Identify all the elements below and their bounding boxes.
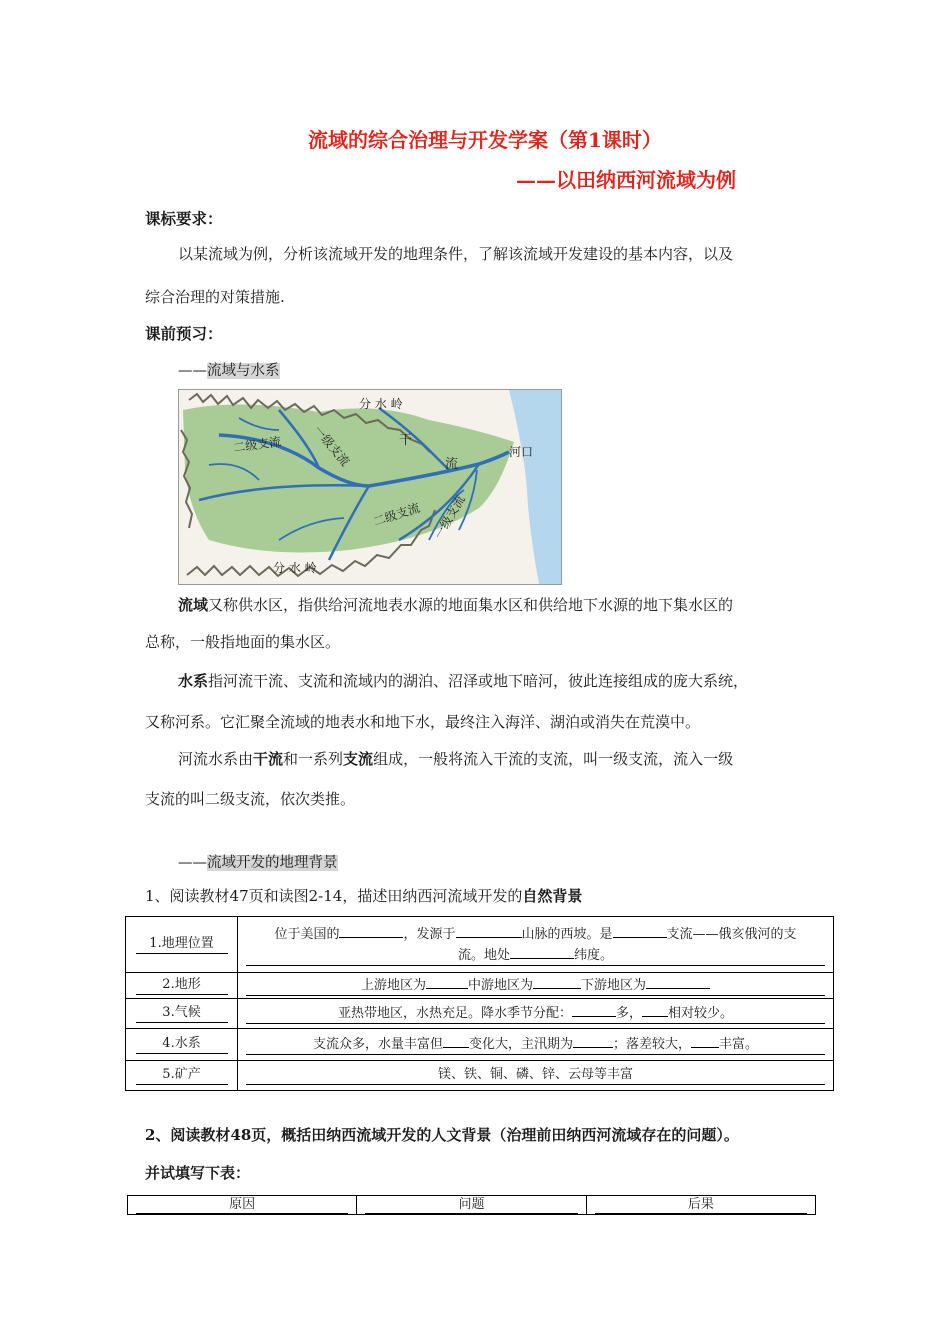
climate-text-a: 亚热带地区，水热充足。降水季节分配： [337, 1005, 572, 1021]
terrain-text-c: 下游地区为 [581, 977, 647, 993]
blank-middle-terrain[interactable] [533, 976, 581, 989]
question-1-text: 1、阅读教材47页和读图2-14，描述田纳西河流域开发的 [145, 887, 523, 905]
section-1-heading [178, 359, 280, 380]
system-term: 水系 [178, 672, 209, 690]
section-1-label: 流域与水系 [207, 363, 280, 379]
terrain-text-a: 上游地区为 [360, 977, 426, 993]
location-content [238, 917, 834, 973]
blank-latitude[interactable] [510, 946, 574, 959]
river-text-c: 和一系列 [283, 750, 344, 768]
blank-resource[interactable] [691, 1035, 719, 1048]
table-header-row [128, 1196, 816, 1215]
section-2-dash: —— [178, 855, 207, 871]
location-text-c: 山脉的西坡。是 [521, 926, 613, 942]
label-watershed-bottom: 分 水 岭 [273, 561, 317, 575]
location-text-f: 纬度。 [574, 947, 614, 963]
header-consequence [586, 1196, 815, 1215]
basin-definition-line-1 [178, 595, 733, 615]
location-text-e: 流。地处 [457, 947, 510, 963]
climate-text-b: 多， [615, 1005, 642, 1021]
water-system-line [246, 1035, 825, 1055]
river-text-e: 组成，一般将流入干流的支流，叫一级支流，流入一级 [373, 750, 734, 768]
location-text-a: 位于美国的 [274, 926, 340, 942]
section-1-dash: —— [178, 363, 207, 379]
blank-country-region[interactable] [339, 925, 403, 938]
basin-map-svg [179, 390, 561, 584]
row-label-cell [126, 999, 238, 1029]
table-row-climate [126, 999, 834, 1029]
river-system-line-2: 支流的叫二级支流，依次类推。 [145, 790, 356, 808]
location-text-b: ，发源于 [403, 926, 456, 942]
row-label-cell [126, 1061, 238, 1091]
location-text-d: 支流——俄亥俄河的支 [666, 926, 797, 942]
table-row-location [126, 917, 834, 973]
basin-diagram [178, 389, 562, 585]
question-2: 2、阅读教材48页，概括田纳西流域开发的人文背景（治理前田纳西河流域存在的问题）。 [145, 1126, 739, 1144]
minerals-content [238, 1061, 834, 1091]
climate-content [238, 999, 834, 1029]
blank-river[interactable] [613, 925, 667, 938]
blank-flood-season[interactable] [573, 1035, 613, 1048]
header-cause-label: 原因 [136, 1196, 348, 1214]
question-2-line-2: 并试填写下表： [145, 1164, 251, 1182]
header-problem-label: 问题 [365, 1196, 577, 1214]
system-definition-line-2: 又称河系。它汇聚全流域的地表水和地下水，最终注入海洋、湖泊或消失在荒漠中。 [145, 713, 701, 731]
standards-line-2: 综合治理的对策措施. [145, 288, 285, 306]
standards-line-1: 以某流域为例，分析该流域开发的地理条件，了解该流域开发建设的基本内容，以及 [178, 245, 734, 263]
river-term-tributary: 支流 [343, 750, 374, 768]
natural-background-table [125, 916, 834, 1091]
label-river-mouth: 河口 [509, 445, 534, 459]
minerals-line: 镁、铁、铜、磷、锌、云母等丰富 [246, 1066, 825, 1085]
question-1-bold: 自然背景 [522, 887, 583, 905]
page-title: 流域的综合治理与开发学案（第1课时） [308, 128, 662, 152]
blank-upper-terrain[interactable] [426, 976, 468, 989]
basin-definition-line-2: 总称，一般指地面的集水区。 [145, 633, 341, 651]
basin-term: 流域 [178, 596, 209, 614]
terrain-text-b: 中游地区为 [467, 977, 533, 993]
label-secondary-upper: 二级支流 [232, 434, 282, 455]
row-label-cell [126, 1029, 238, 1061]
climate-line [246, 1004, 825, 1024]
river-text-a: 河流水系由 [178, 750, 254, 768]
row-label-cell [126, 917, 238, 973]
blank-mountain[interactable] [456, 925, 522, 938]
blank-dry-season[interactable] [642, 1004, 668, 1017]
label-watershed-top: 分 水 岭 [359, 397, 403, 411]
row-label-water-system: 4.水系 [136, 1035, 228, 1054]
basin-text-1: 又称供水区，指供给河流地表水源的地面集水区和供给地下水源的地下集水区的 [208, 596, 734, 614]
system-text-1: 指河流干流、支流和流域内的湖泊、沼泽或地下暗河，彼此连接组成的庞大系统， [208, 672, 749, 690]
label-secondary-lower: 二级支流 [371, 500, 422, 529]
human-background-table [127, 1195, 816, 1215]
label-primary-lower: 一级支流 [431, 492, 468, 542]
section-2-label: 流域开发的地理背景 [207, 855, 338, 871]
row-label-minerals: 5.矿产 [136, 1066, 228, 1085]
location-line-1 [246, 924, 825, 946]
question-1 [145, 886, 582, 906]
row-label-terrain: 2.地形 [136, 976, 228, 995]
row-label-location: 1.地理位置 [136, 935, 228, 954]
label-main-stream-b: 流 [445, 457, 459, 472]
row-label-climate: 3.气候 [136, 1004, 228, 1023]
river-system-line-1 [178, 749, 733, 769]
table-row-minerals [126, 1061, 834, 1091]
blank-variation[interactable] [443, 1035, 469, 1048]
header-cause [128, 1196, 357, 1215]
table-row-terrain [126, 973, 834, 999]
header-problem [357, 1196, 586, 1215]
terrain-content [238, 973, 834, 999]
blank-wet-season[interactable] [572, 1004, 616, 1017]
water-text-d: 丰富。 [719, 1036, 759, 1052]
preview-heading: 课前预习： [145, 324, 223, 343]
blank-lower-terrain[interactable] [646, 976, 710, 989]
water-text-a: 支流众多，水量丰富但 [312, 1036, 443, 1052]
page-subtitle: ——以田纳西河流域为例 [516, 168, 736, 192]
table-row-water-system [126, 1029, 834, 1061]
water-text-b: 变化大，主汛期为 [468, 1036, 573, 1052]
river-term-main: 干流 [253, 750, 284, 768]
water-system-content [238, 1029, 834, 1061]
terrain-line [246, 976, 825, 996]
label-main-stream-a: 干 [399, 433, 413, 448]
label-primary-upper: 一级支流 [310, 422, 353, 469]
location-line-2 [246, 946, 825, 966]
water-text-c: ；落差较大， [613, 1036, 692, 1052]
row-label-cell [126, 973, 238, 999]
header-consequence-label: 后果 [595, 1196, 807, 1214]
section-2-heading [178, 851, 338, 872]
system-definition-line-1 [178, 671, 748, 691]
standards-heading: 课标要求： [145, 209, 223, 228]
climate-text-c: 相对较少。 [668, 1005, 734, 1021]
